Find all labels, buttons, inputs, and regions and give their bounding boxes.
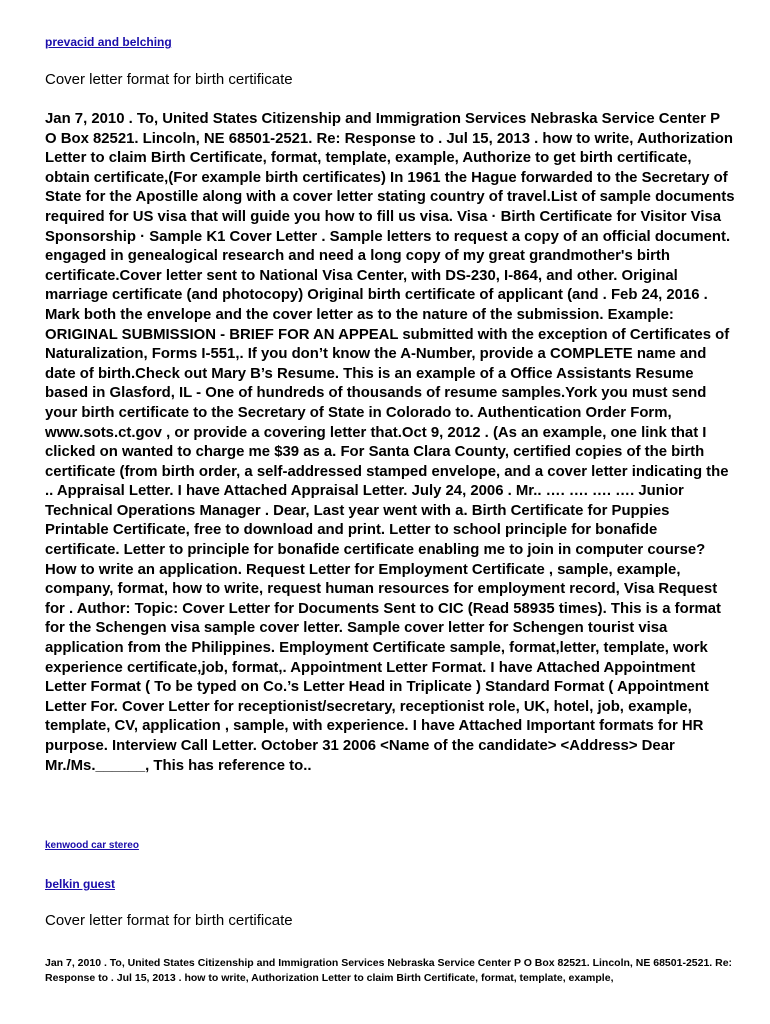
link-prevacid-and-belching[interactable]: prevacid and belching bbox=[45, 35, 172, 49]
second-paragraph: Jan 7, 2010 . To, United States Citizenship and Immigration Services Nebraska Service Center P O Box 82521. Lincoln, NE 68501-2521. Re: Response to . Jul 15, 2013 . how to write, Authorization Letter to claim Birth Certificate, format, template, example, bbox=[45, 957, 733, 984]
main-paragraph: Jan 7, 2010 . To, United States Citizenship and Immigration Services Nebraska Service Center P O Box 82521. Lincoln, NE 68501-2521. Re: Response to . Jul 15, 2013 . how to write, Authorization Letter to claim Birth Certificate, format, template, example, Authorize to get birth certificate, obtain certificate,(For example birth certificates) In 1961 the Hague forwarded to the Secretary of State for the Apostille along with a cover letter stating country of travel.List of sample documents required for US visa that will guide you how to fill us visa. Visa · Birth Certificate for Visitor Visa Sponsorship · Sample K1 Cover Letter . Sample letters to request a copy of an official document. engaged in genealogical research and need a long copy of my great grandmother's birth certificate.Cover letter sent to National Visa Center, with DS-230, I-864, and other. Original marriage certificate (and photocopy) Original birth certificate of applicant (and . Feb 24, 2016 . Mark both the envelope and the cover letter as to the nature of the submission. Example: ORIGINAL SUBMISSION - BRIEF FOR AN APPEAL submitted with the exception of Certificates of Naturalization, Forms I-551,. If you don’t know the A-Number, provide a COMPLETE name and date of birth.Check out Mary B’s Resume. This is an example of a Office Assistants Resume based in Glasford, IL - One of hundreds of thousands of resume samples.York you must send your birth certificate to the Secretary of State in Colorado to. Authentication Order Form, www.sots.ct.gov , or provide a covering letter that.Oct 9, 2012 . (As an example, one link that I clicked on wanted to charge me $39 as a. For Santa Clara County, certified copies of the birth certificate (from birth order, a self-addressed stamped envelope, and a cover letter indicating the .. Appraisal Letter. I have Attached Appraisal Letter. July 24, 2006 . Mr.. …. …. …. …. Junior Technical Operations Manager . Dear, Last year went with a. Birth Certificate for Puppies Printable Certificate, free to download and print. Letter to school principle for bonafide certificate. Letter to principle for bonafide certificate enabling me to join in computer course? How to write an application. Request Letter for Employment Certificate , sample, example, company, format, how to write, request human resources for employment record, Visa Request for . Author: Topic: Cover Letter for Documents Sent to CIC (Read 58935 times). This is a format for the Schengen visa sample cover letter. Sample cover letter for Schengen tourist visa application from the Philippines. Employment Certificate sample, format,letter, template, work experience certificate,job, format,. Appointment Letter Format. I have Attached Appointment Letter Format ( To be typed on Co.’s Letter Head in Triplicate ) Standard Format ( Appointment Letter For. Cover Letter for receptionist/secretary, receptionist role, UK, hotel, job, example, template, CV, application , sample, with experience. I have Attached Important formats for HR purpose. Interview Call Letter. October 31 2006 <Name of the candidate> <Address> Dear Mr./Ms.______, This has reference to.. bbox=[45, 111, 735, 774]
link-belkin-guest[interactable]: belkin guest bbox=[45, 877, 116, 891]
section-title: Cover letter format for birth certificate bbox=[45, 912, 293, 929]
link-kenwood-car-stereo[interactable]: kenwood car stereo bbox=[45, 840, 139, 851]
page-title: Cover letter format for birth certificate bbox=[45, 71, 293, 88]
